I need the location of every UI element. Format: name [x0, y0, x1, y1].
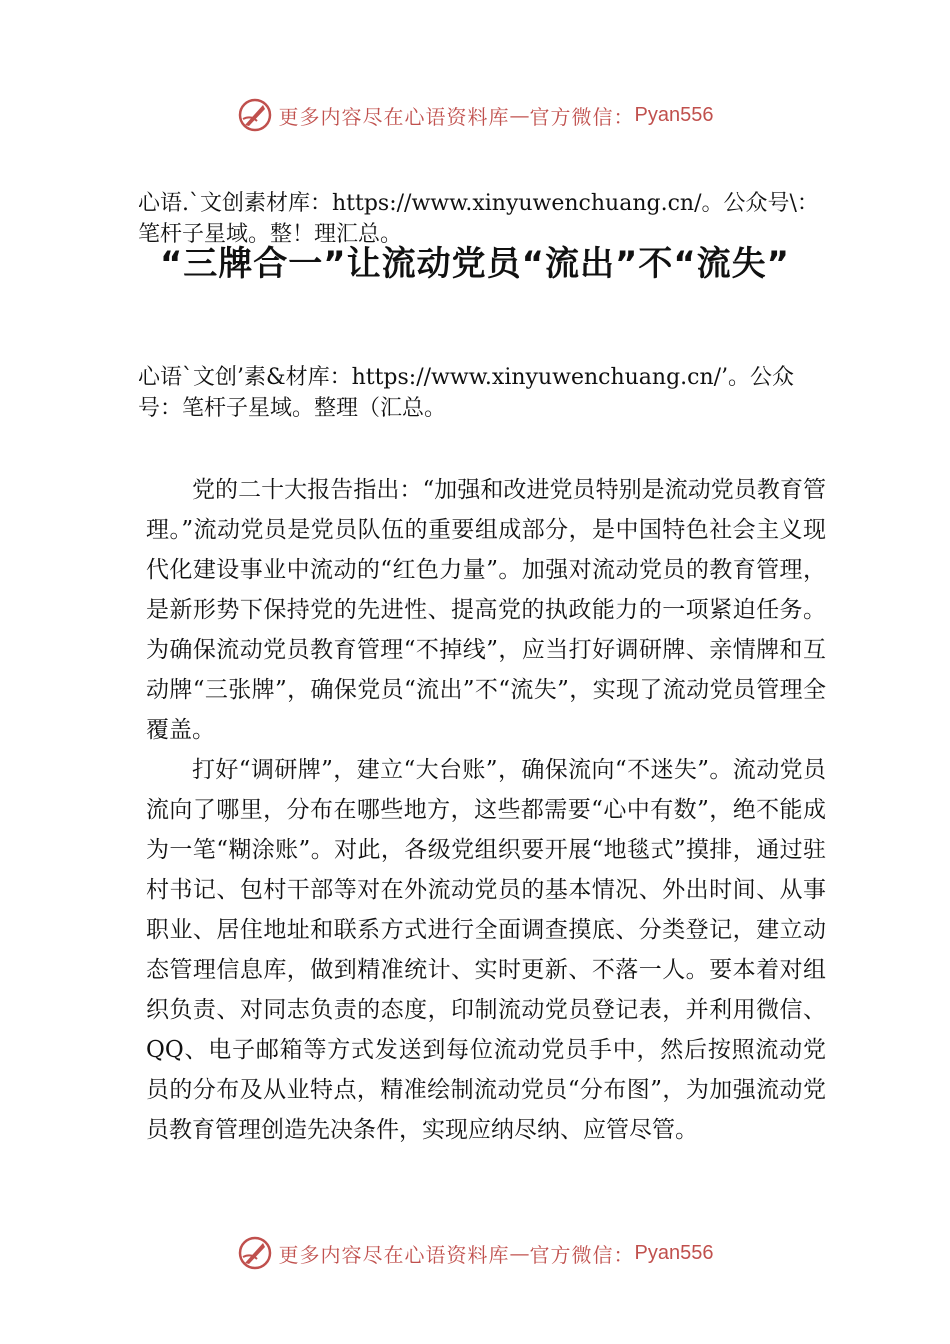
- banner-wechat-label: 官方微信：: [529, 104, 635, 129]
- banner-text: 更多内容尽在心语资料库: [278, 1242, 510, 1267]
- banner-wechat-label: 官方微信：: [529, 1242, 635, 1267]
- article-body: [146, 470, 826, 1150]
- quill-logo-icon: [237, 97, 273, 133]
- banner-separator: —: [509, 1241, 530, 1265]
- banner-wechat-id: Pyan556: [634, 103, 714, 126]
- quill-logo-icon: [237, 1235, 273, 1271]
- footer-banner: [0, 1233, 950, 1273]
- banner-text: 更多内容尽在心语资料库: [278, 104, 510, 129]
- banner-wechat-id: Pyan556: [634, 1241, 714, 1264]
- header-banner: [0, 95, 950, 135]
- banner-separator: —: [509, 103, 530, 127]
- paragraph: 党的二十大报告指出：“加强和改进党员特别是流动党员教育管理。”流动党员是党员队伍的重要组成部分，是中国特色社会主义现代化建设事业中流动的“红色力量”。加强对流动党员的教育管理，是新形势下保持党的先进性、提高党的执政能力的一项紧迫任务。为确保流动党员教育管理“不掉线”，应当打好调研牌、亲情牌和互动牌“三张牌”，确保党员“流出”不“流失”，实现了流动党员管理全覆盖。: [146, 477, 826, 743]
- source-note-top: 心语.`文创素材库：https://www.xinyuwenchuang.cn/。公众号\：笔杆子星域。整！理汇总。: [138, 191, 819, 247]
- page-title: “三牌合一”让流动党员“流出”不“流失”: [159, 244, 791, 284]
- source-note-mid: 心语`文创’素&材库：https://www.xinyuwenchuang.cn/’。公众号：笔杆子星域。整理（汇总。: [138, 365, 795, 421]
- paragraph: 打好“调研牌”，建立“大台账”，确保流向“不迷失”。流动党员流向了哪里，分布在哪些地方，这些都需要“心中有数”，绝不能成为一笔“糊涂账”。对此，各级党组织要开展“地毯式”摸排，通过驻村书记、包村干部等对在外流动党员的基本情况、外出时间、从事职业、居住地址和联系方式进行全面调查摸底、分类登记，建立动态管理信息库，做到精准统计、实时更新、不落一人。要本着对组织负责、对同志负责的态度，印制流动党员登记表，并利用微信、QQ、电子邮箱等方式发送到每位流动党员手中，然后按照流动党员的分布及从业特点，精准绘制流动党员“分布图”，为加强流动党员教育管理创造先决条件，实现应纳尽纳、应管尽管。: [146, 757, 826, 1143]
